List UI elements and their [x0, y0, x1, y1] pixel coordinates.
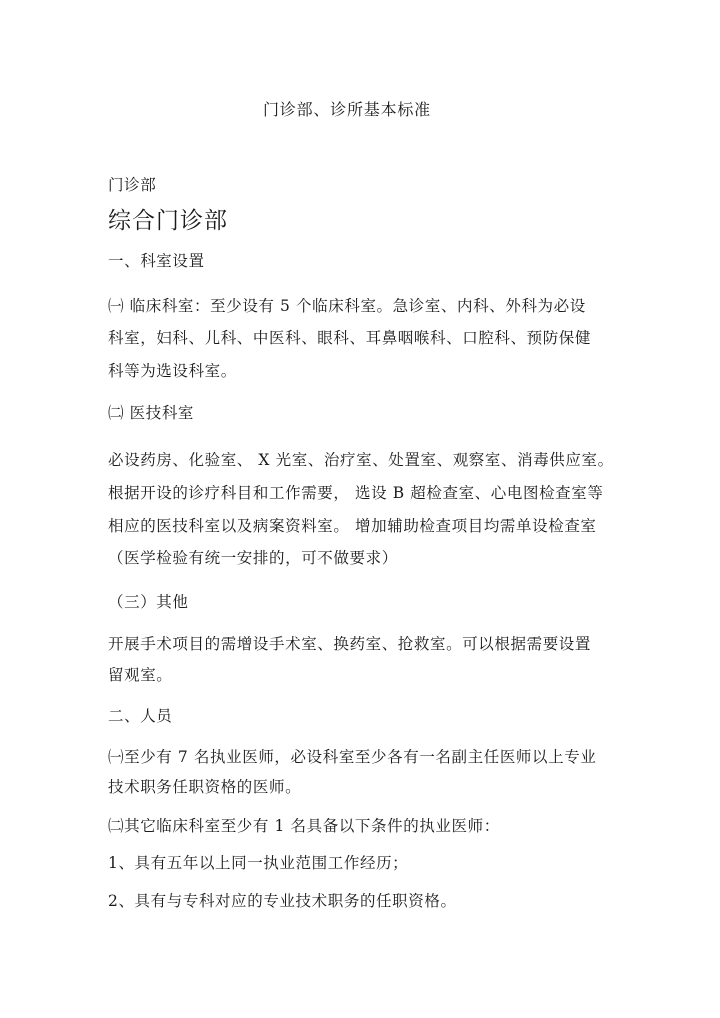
paragraph-line: ㈠ 临床科室：至少设有 5 个临床科室。急诊室、内科、外科为必设	[108, 297, 586, 315]
subsection-title: （三）其他	[108, 593, 189, 611]
section-heading: 综合门诊部	[108, 208, 228, 234]
paragraph-line: ㈠至少有 7 名执业医师，必设科室至少各有一名副主任医师以上专业	[108, 748, 597, 766]
section-2-title: 二、人员	[108, 707, 173, 725]
paragraph-line: ㈡其它临床科室至少有 1 名具备以下条件的执业医师：	[108, 817, 500, 835]
list-item: 1、具有五年以上同一执业范围工作经历；	[108, 854, 409, 872]
section-label: 门诊部	[108, 176, 157, 194]
paragraph-line: （医学检验有统一安排的，可不做要求）	[108, 549, 398, 567]
paragraph-line: 根据开设的诊疗科目和工作需要， 选设 B 超检查室、心电图检查室等	[108, 484, 604, 502]
paragraph-line: 留观室。	[108, 666, 173, 684]
paragraph-line: 技术职务任职资格的医师。	[108, 778, 302, 796]
paragraph-line: 科等为选设科室。	[108, 362, 237, 380]
list-item: 2、具有与专科对应的专业技术职务的任职资格。	[108, 892, 457, 910]
paragraph-line: 必设药房、化验室、 X 光室、治疗室、处置室、观察室、消毒供应室。	[108, 451, 614, 469]
paragraph-line: 科室，妇科、儿科、中医科、眼科、耳鼻咽喉科、口腔科、预防保健	[108, 329, 592, 347]
paragraph-line: 相应的医技科室以及病案资料室。 增加辅助检查项目均需单设检查室	[108, 517, 597, 535]
document-title: 门诊部、诊所基本标准	[262, 100, 431, 119]
paragraph-line: 开展手术项目的需增设手术室、换药室、抢救室。可以根据需要设置	[108, 635, 592, 653]
section-1-title: 一、科室设置	[108, 252, 205, 270]
subsection-title: ㈡ 医技科室	[108, 404, 195, 422]
